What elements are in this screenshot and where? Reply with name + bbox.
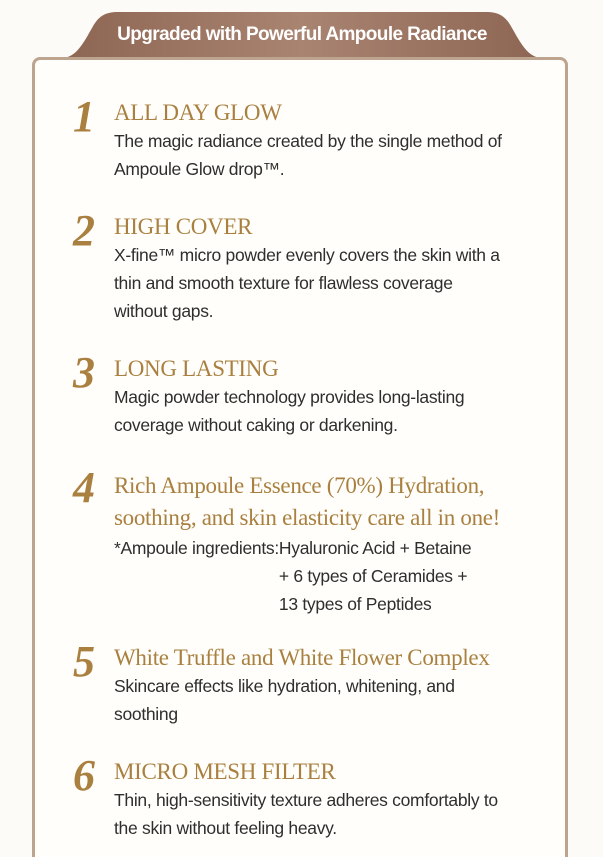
feature-title: MICRO MESH FILTER — [114, 759, 336, 784]
title-line: soothing, and skin elasticity care all in one! — [114, 505, 501, 530]
feature-number: 6 — [73, 751, 95, 800]
feature-title: White Truffle and White Flower Complex — [114, 645, 490, 670]
banner-title: Upgraded with Powerful Ampoule Radiance — [117, 24, 487, 45]
feature-description — [114, 241, 555, 325]
ingredient-line: + 6 types of Ceramides + — [278, 566, 468, 586]
feature-description — [114, 672, 555, 728]
description-line: The magic radiance created by the single method of — [114, 131, 502, 151]
description-line: Ampoule Glow drop™. — [114, 159, 285, 179]
description-line: Skincare effects like hydration, whitening, and — [114, 676, 455, 696]
feature-title — [114, 470, 555, 534]
description-line: X-fine™ micro powder evenly covers the skin with a — [114, 245, 500, 265]
feature-title: HIGH COVER — [114, 214, 253, 239]
ingredient-line: 13 types of Peptides — [278, 594, 432, 614]
description-line: the skin without feeling heavy. — [114, 818, 337, 838]
ingredients-list — [279, 534, 471, 618]
ingredients-label: *Ampoule ingredients: — [114, 538, 279, 558]
description-line: thin and smooth texture for flawless coverage — [114, 273, 453, 293]
header-banner — [62, 12, 542, 58]
description-line: Magic powder technology provides long-lasting — [114, 387, 465, 407]
description-line: coverage without caking or darkening. — [114, 415, 398, 435]
feature-title: LONG LASTING — [114, 356, 279, 381]
description-line: without gaps. — [114, 301, 214, 321]
description-line: soothing — [114, 704, 178, 724]
feature-description — [114, 127, 555, 183]
feature-number: 2 — [73, 206, 95, 255]
features-panel — [32, 57, 568, 857]
ingredients — [114, 534, 555, 618]
feature-description — [114, 383, 555, 439]
feature-number: 5 — [73, 637, 95, 686]
description-line: Thin, high-sensitivity texture adheres comfortably to — [114, 790, 498, 810]
feature-number: 3 — [73, 348, 95, 397]
feature-title: ALL DAY GLOW — [114, 100, 282, 125]
title-line: Rich Ampoule Essence (70%) Hydration, — [114, 473, 485, 498]
ingredient-line: Hyaluronic Acid + Betaine — [278, 538, 472, 558]
feature-number: 1 — [73, 92, 95, 141]
feature-description — [114, 786, 555, 842]
feature-number: 4 — [73, 463, 95, 512]
